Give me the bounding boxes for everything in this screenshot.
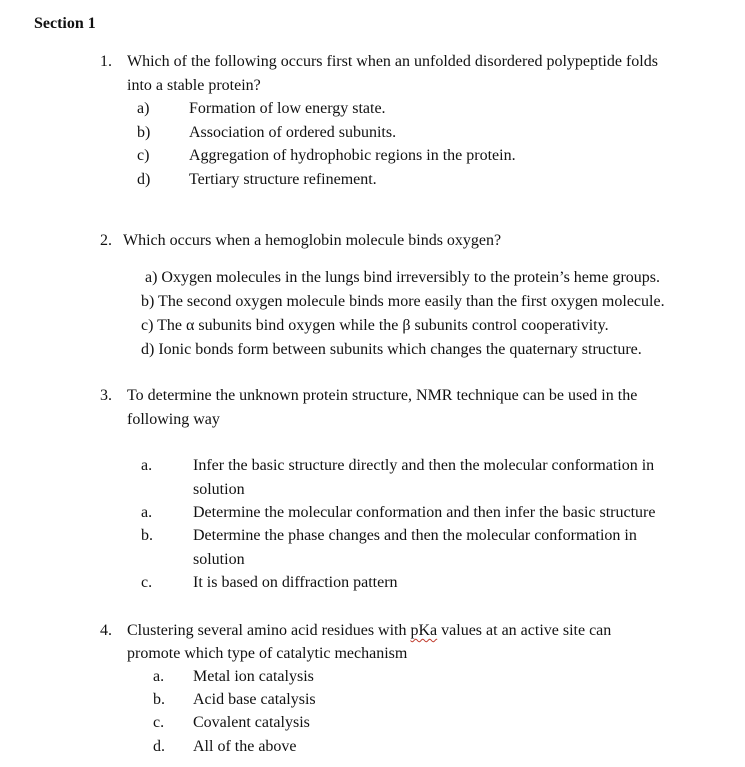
section-title: Section 1 <box>34 15 96 32</box>
option-text: It is based on diffraction pattern <box>193 574 398 591</box>
question-number: 2. <box>100 232 112 249</box>
option-text: a) Oxygen molecules in the lungs bind irreversibly to the protein’s heme groups. <box>145 269 660 286</box>
question-number: 1. <box>100 53 112 70</box>
option-label: c. <box>153 714 165 731</box>
option-text: Infer the basic structure directly and then the molecular conformation in <box>193 457 655 474</box>
option-label: d) <box>137 171 151 188</box>
option-text: Metal ion catalysis <box>193 668 314 685</box>
question-text-segment: values at an active site can <box>437 622 612 639</box>
option-text: Formation of low energy state. <box>189 100 386 117</box>
option-text: b) The second oxygen molecule binds more easily than the first oxygen molecule. <box>141 293 665 310</box>
option-text: c) The α subunits bind oxygen while the β subunits control cooperativity. <box>141 317 609 334</box>
option-text: All of the above <box>193 738 297 755</box>
option-text: Tertiary structure refinement. <box>189 171 377 188</box>
option-label: c. <box>141 574 153 591</box>
question-text-segment: Clustering several amino acid residues with <box>127 622 411 639</box>
question-text-line: into a stable protein? <box>127 77 261 94</box>
spellcheck-flagged-word[interactable]: pKa <box>410 622 438 639</box>
option-text: Determine the phase changes and then the molecular conformation in <box>193 527 637 544</box>
option-text: solution <box>193 481 245 498</box>
question-text-line: promote which type of catalytic mechanism <box>127 645 408 662</box>
option-label: d. <box>153 738 165 755</box>
option-label: c) <box>137 147 150 164</box>
option-text: d) Ionic bonds form between subunits which changes the quaternary structure. <box>141 341 642 358</box>
option-label: b. <box>153 691 165 708</box>
question-text-line: following way <box>127 411 220 428</box>
option-label: a. <box>153 668 165 685</box>
option-label: a) <box>137 100 150 117</box>
question-number: 3. <box>100 387 112 404</box>
option-label: a. <box>141 504 153 521</box>
option-text: solution <box>193 551 245 568</box>
option-text: Association of ordered subunits. <box>189 124 397 141</box>
option-text: Aggregation of hydrophobic regions in the protein. <box>189 147 516 164</box>
option-label: b) <box>137 124 151 141</box>
question-text-line: To determine the unknown protein structure, NMR technique can be used in the <box>127 387 638 404</box>
option-text: Covalent catalysis <box>193 714 310 731</box>
option-label: a. <box>141 457 153 474</box>
question-number: 4. <box>100 622 112 639</box>
question-text-line: Which of the following occurs first when an unfolded disordered polypeptide folds <box>127 53 658 70</box>
option-text: Determine the molecular conformation and then infer the basic structure <box>193 504 656 521</box>
option-text: Acid base catalysis <box>193 691 316 708</box>
option-label: b. <box>141 527 153 544</box>
question-text-line <box>127 621 611 641</box>
question-text-line: Which occurs when a hemoglobin molecule binds oxygen? <box>123 232 502 249</box>
